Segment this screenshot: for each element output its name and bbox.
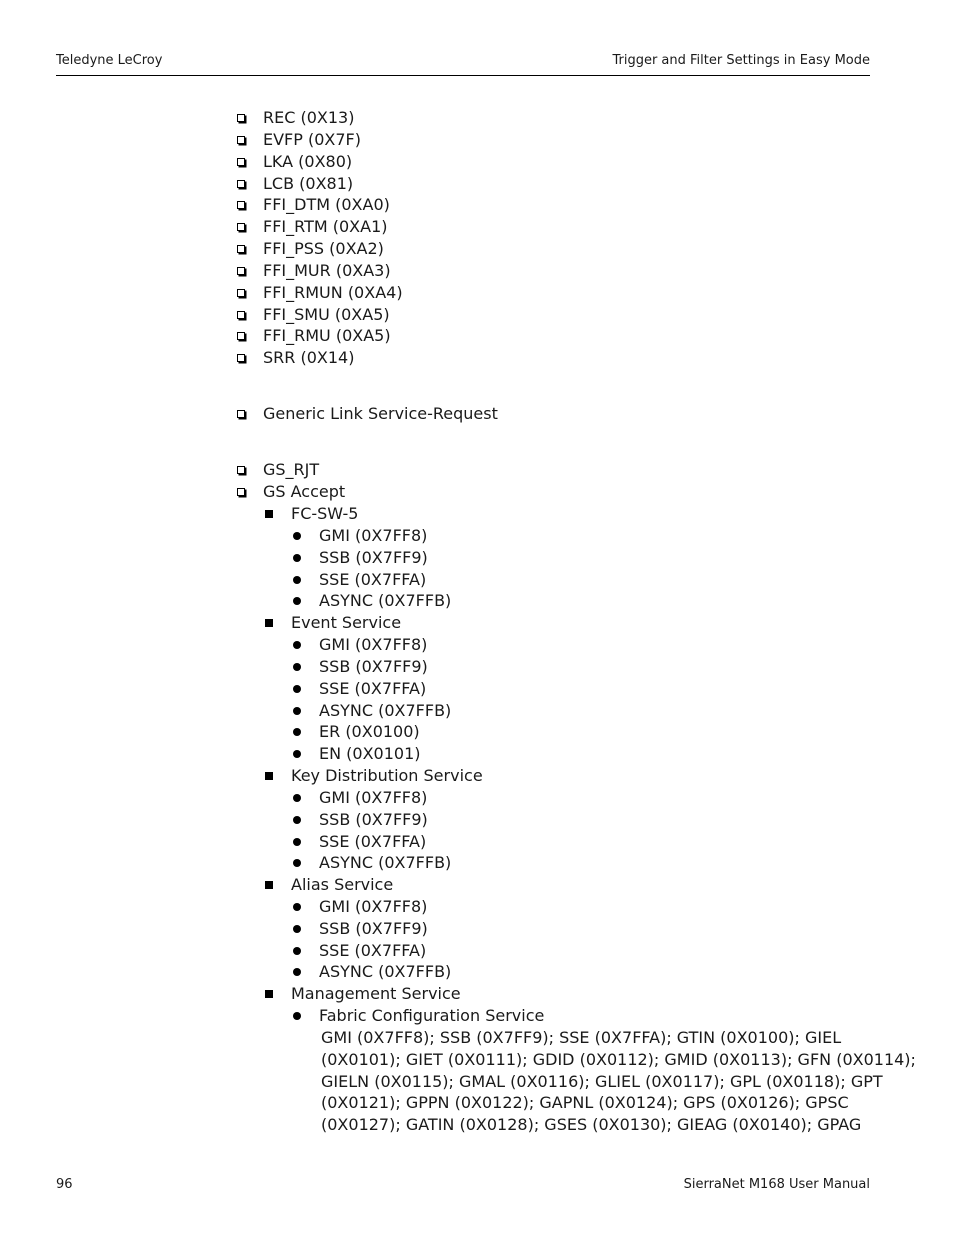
- sublist-item: SSE (0X7FFA): [319, 832, 427, 851]
- list-item: FFI_SMU (0XA5): [263, 305, 390, 324]
- page-number: 96: [56, 1177, 73, 1192]
- sublist-item: ER (0X0100): [319, 722, 420, 741]
- checkbox-bullet-icon: [237, 267, 245, 275]
- checkbox-bullet-icon: [237, 332, 245, 340]
- sublist-item: SSB (0X7FF9): [319, 548, 428, 567]
- list-item: EVFP (0X7F): [263, 130, 361, 149]
- checkbox-bullet-icon: [237, 466, 245, 474]
- square-bullet-icon: [265, 881, 273, 889]
- paragraph-line: (0X0121); GPPN (0X0122); GAPNL (0X0124); GPS (0X0126); GPSC: [321, 1093, 849, 1112]
- square-bullet-icon: [265, 990, 273, 998]
- checkbox-bullet-icon: [237, 180, 245, 188]
- round-bullet-icon: [293, 685, 301, 693]
- round-bullet-icon: [293, 968, 301, 976]
- paragraph-line: (0X0127); GATIN (0X0128); GSES (0X0130); GIEAG (0X0140); GPAG: [321, 1115, 862, 1134]
- checkbox-bullet-icon: [237, 488, 245, 496]
- sublist-heading: FC-SW-5: [291, 504, 359, 523]
- round-bullet-icon: [293, 947, 301, 955]
- sublist-item: GMI (0X7FF8): [319, 788, 428, 807]
- round-bullet-icon: [293, 859, 301, 867]
- footer-manual-title: SierraNet M168 User Manual: [683, 1177, 870, 1192]
- round-bullet-icon: [293, 597, 301, 605]
- sublist-heading: Key Distribution Service: [291, 766, 483, 785]
- sublist-item: SSE (0X7FFA): [319, 679, 427, 698]
- square-bullet-icon: [265, 772, 273, 780]
- sublist-heading: Management Service: [291, 984, 461, 1003]
- sublist-item: SSB (0X7FF9): [319, 919, 428, 938]
- paragraph-line: (0X0101); GIET (0X0111); GDID (0X0112); GMID (0X0113); GFN (0X0114);: [321, 1050, 916, 1069]
- round-bullet-icon: [293, 554, 301, 562]
- round-bullet-icon: [293, 794, 301, 802]
- round-bullet-icon: [293, 750, 301, 758]
- checkbox-bullet-icon: [237, 410, 245, 418]
- list-item: FFI_RMUN (0XA4): [263, 283, 403, 302]
- checkbox-bullet-icon: [237, 311, 245, 319]
- paragraph-line: GMI (0X7FF8); SSB (0X7FF9); SSE (0X7FFA); GTIN (0X0100); GIEL: [321, 1028, 842, 1047]
- checkbox-bullet-icon: [237, 158, 245, 166]
- round-bullet-icon: [293, 903, 301, 911]
- sublist-item: ASYNC (0X7FFB): [319, 701, 452, 720]
- sublist-heading: Event Service: [291, 613, 402, 632]
- round-bullet-icon: [293, 728, 301, 736]
- round-bullet-icon: [293, 576, 301, 584]
- list-item: Generic Link Service-Request: [263, 404, 498, 423]
- sublist-item: GMI (0X7FF8): [319, 526, 428, 545]
- sublist-item: GMI (0X7FF8): [319, 897, 428, 916]
- sublist-item: EN (0X0101): [319, 744, 421, 763]
- paragraph-line: GIELN (0X0115); GMAL (0X0116); GLIEL (0X0117); GPL (0X0118); GPT: [321, 1072, 883, 1091]
- square-bullet-icon: [265, 510, 273, 518]
- list-item: REC (0X13): [263, 108, 355, 127]
- sublist-item: GMI (0X7FF8): [319, 635, 428, 654]
- list-item: GS_RJT: [263, 460, 320, 479]
- round-bullet-icon: [293, 1012, 301, 1020]
- header-company: Teledyne LeCroy: [56, 53, 163, 68]
- checkbox-bullet-icon: [237, 245, 245, 253]
- square-bullet-icon: [265, 619, 273, 627]
- header-section-title: Trigger and Filter Settings in Easy Mode: [612, 53, 870, 68]
- checkbox-bullet-icon: [237, 223, 245, 231]
- list-item: LKA (0X80): [263, 152, 353, 171]
- sublist-item: SSE (0X7FFA): [319, 941, 427, 960]
- round-bullet-icon: [293, 838, 301, 846]
- checkbox-bullet-icon: [237, 114, 245, 122]
- list-item: FFI_RTM (0XA1): [263, 217, 388, 236]
- checkbox-bullet-icon: [237, 201, 245, 209]
- list-item: FFI_DTM (0XA0): [263, 195, 390, 214]
- round-bullet-icon: [293, 641, 301, 649]
- checkbox-bullet-icon: [237, 354, 245, 362]
- list-item: LCB (0X81): [263, 174, 354, 193]
- list-item: GS Accept: [263, 482, 346, 501]
- list-item: FFI_PSS (0XA2): [263, 239, 384, 258]
- page-header: [56, 53, 870, 76]
- round-bullet-icon: [293, 707, 301, 715]
- sublist-item: Fabric Configuration Service: [319, 1006, 545, 1025]
- sublist-item: ASYNC (0X7FFB): [319, 591, 452, 610]
- sublist-item: ASYNC (0X7FFB): [319, 853, 452, 872]
- round-bullet-icon: [293, 816, 301, 824]
- sublist-item: SSB (0X7FF9): [319, 810, 428, 829]
- sublist-item: SSB (0X7FF9): [319, 657, 428, 676]
- round-bullet-icon: [293, 925, 301, 933]
- checkbox-bullet-icon: [237, 136, 245, 144]
- checkbox-bullet-icon: [237, 289, 245, 297]
- list-item: FFI_MUR (0XA3): [263, 261, 391, 280]
- sublist-item: ASYNC (0X7FFB): [319, 962, 452, 981]
- sublist-heading: Alias Service: [291, 875, 394, 894]
- list-item: FFI_RMU (0XA5): [263, 326, 391, 345]
- list-item: SRR (0X14): [263, 348, 355, 367]
- sublist-item: SSE (0X7FFA): [319, 570, 427, 589]
- round-bullet-icon: [293, 532, 301, 540]
- round-bullet-icon: [293, 663, 301, 671]
